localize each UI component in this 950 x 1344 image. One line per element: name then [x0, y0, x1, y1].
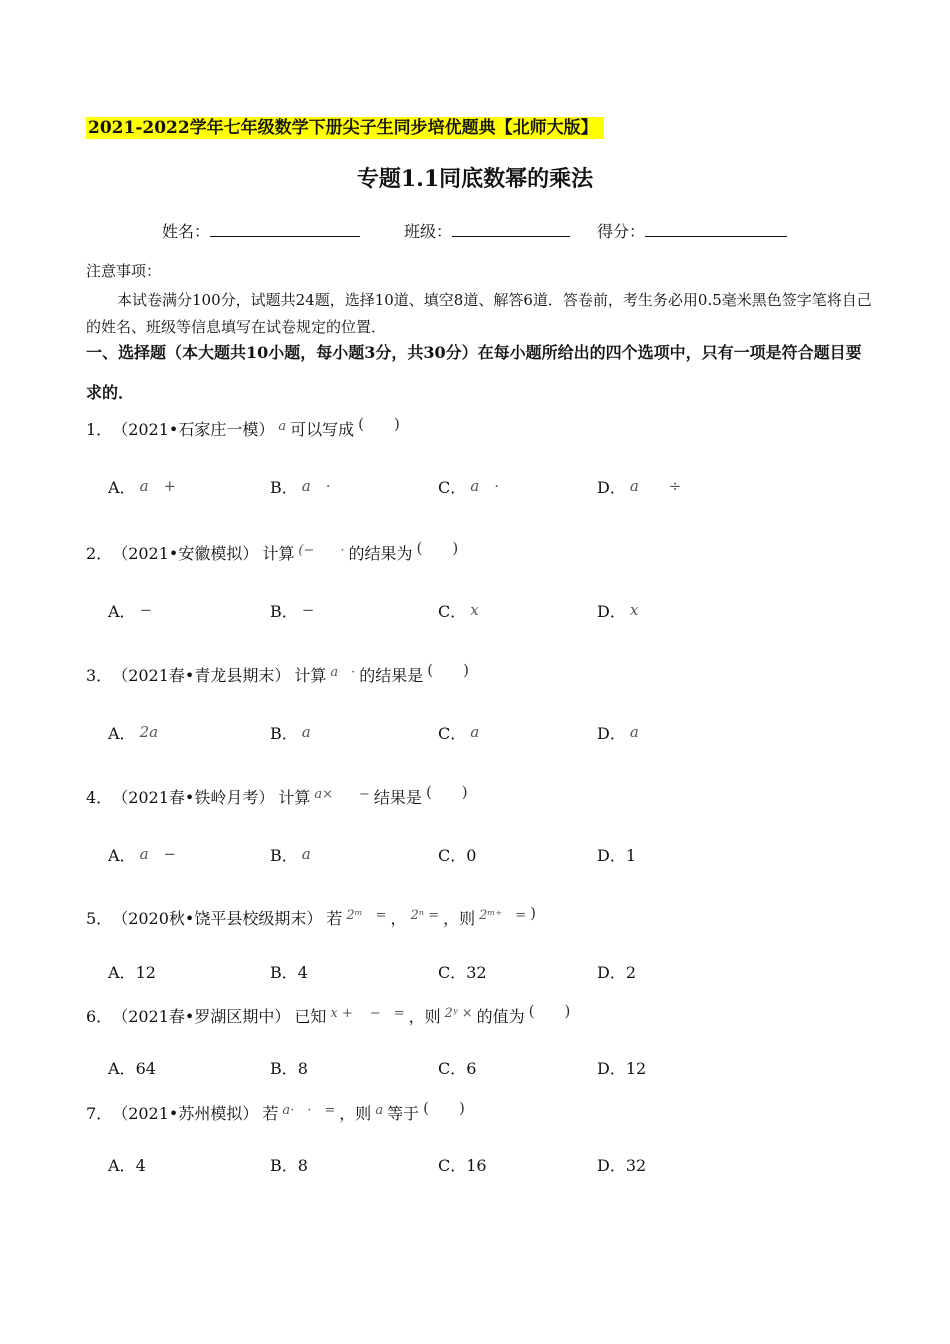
question-text: 若	[262, 1104, 279, 1123]
option-a[interactable]	[108, 721, 158, 744]
section-title: 一、选择题（本大题共10小题，每小题3分，共30分）在每小题所给出的四个选项中，只有一项是符合题目要求的．	[86, 343, 862, 402]
option-value: a −	[139, 845, 177, 863]
option-label: C．	[438, 963, 467, 982]
name-field[interactable]	[162, 219, 360, 242]
option-value: 6	[466, 1059, 477, 1078]
class-blank[interactable]	[452, 222, 570, 237]
option-value: 4	[135, 1156, 146, 1175]
option-value: 2a	[139, 723, 159, 741]
option-c[interactable]	[438, 843, 476, 866]
option-label: D．	[597, 1059, 626, 1078]
question-text: ，则	[339, 1104, 372, 1123]
option-value: a	[301, 723, 311, 741]
question-3	[86, 659, 469, 686]
question-number: 2．	[86, 544, 113, 563]
formula-fragment: a ·	[330, 665, 356, 680]
option-label: A．	[108, 724, 136, 743]
option-c[interactable]	[438, 475, 499, 498]
option-b[interactable]	[270, 843, 311, 866]
option-label: D．	[597, 724, 626, 743]
question-text: 计算	[278, 788, 311, 807]
answer-bracket: ( )	[425, 783, 468, 801]
option-value: 0	[466, 846, 477, 865]
question-text: 结果是	[373, 788, 422, 807]
option-label: C．	[438, 1156, 467, 1175]
option-label: B．	[270, 602, 298, 621]
option-d[interactable]	[597, 721, 639, 744]
question-text: 的值为	[476, 1007, 525, 1026]
notice-heading: 注意事项：	[86, 262, 162, 280]
option-label: B．	[270, 1156, 298, 1175]
option-label: C．	[438, 602, 467, 621]
option-label: B．	[270, 1059, 298, 1078]
name-blank[interactable]	[210, 222, 360, 237]
question-source: （2020秋•饶平县校级期末）	[120, 909, 323, 928]
question-text: ，则	[443, 909, 476, 928]
option-value: a +	[139, 477, 177, 495]
option-value: 1	[625, 846, 637, 865]
class-field[interactable]	[404, 219, 570, 242]
option-d[interactable]	[597, 960, 636, 983]
option-c[interactable]	[438, 1056, 476, 1079]
formula-fragment: (− ·	[298, 543, 345, 558]
page-title: 专题1.1同底数幂的乘法	[356, 166, 594, 192]
option-value: a	[301, 845, 311, 863]
option-d[interactable]	[597, 843, 636, 866]
option-d[interactable]	[597, 599, 638, 622]
formula-fragment: 2ᵐ =	[346, 908, 387, 923]
question-text: 已知	[294, 1007, 327, 1026]
option-d[interactable]	[597, 1153, 646, 1176]
option-value: 32	[625, 1156, 647, 1175]
option-b[interactable]	[270, 599, 314, 622]
score-blank[interactable]	[645, 222, 787, 237]
question-text: ，则	[408, 1007, 441, 1026]
name-label: 姓名：	[162, 222, 211, 241]
option-b[interactable]	[270, 1153, 308, 1176]
question-text: 若	[326, 909, 343, 928]
question-6	[86, 1000, 570, 1027]
option-label: A．	[108, 963, 136, 982]
option-value: −	[301, 601, 315, 619]
formula-fragment: a	[375, 1103, 384, 1118]
question-source: （2021春•青龙县期末）	[120, 666, 291, 685]
answer-bracket: ( )	[358, 415, 400, 433]
option-d[interactable]	[597, 1056, 646, 1079]
answer-bracket: ( )	[427, 661, 469, 679]
formula-fragment: x + − =	[330, 1006, 405, 1021]
question-text: 等于	[387, 1104, 420, 1123]
option-label: A．	[108, 1059, 136, 1078]
option-label: D．	[597, 846, 626, 865]
option-value: a ·	[301, 477, 331, 495]
option-label: C．	[438, 846, 467, 865]
option-c[interactable]	[438, 721, 479, 744]
option-a[interactable]	[108, 960, 156, 983]
option-value: a	[629, 723, 639, 741]
option-value: 16	[466, 1156, 487, 1175]
option-value: a ÷	[629, 477, 682, 495]
question-source: （2021春•罗湖区期中）	[120, 1007, 291, 1026]
answer-bracket: ( )	[423, 1099, 465, 1117]
option-value: 12	[625, 1059, 647, 1078]
option-label: A．	[108, 1156, 136, 1175]
option-value: 12	[135, 963, 156, 982]
question-text: 的结果为	[348, 544, 413, 563]
answer-bracket: ( )	[528, 1002, 571, 1020]
formula-fragment: 2ⁿ =	[410, 908, 440, 923]
option-c[interactable]	[438, 599, 479, 622]
option-label: A．	[108, 478, 136, 497]
option-label: D．	[597, 478, 626, 497]
option-label: C．	[438, 478, 467, 497]
option-label: B．	[270, 724, 298, 743]
question-source: （2021•石家庄一模）	[120, 420, 275, 439]
question-number: 5．	[86, 909, 113, 928]
option-a[interactable]	[108, 475, 176, 498]
question-7	[86, 1097, 465, 1124]
option-c[interactable]	[438, 960, 487, 983]
question-4	[86, 781, 468, 808]
question-number: 1．	[86, 420, 113, 439]
option-label: D．	[597, 602, 626, 621]
option-b[interactable]	[270, 1056, 308, 1079]
notice-body: 本试卷满分100分，试题共24题，选择10道、填空8道、解答6道．答卷前，考生务必用0.5毫米黑色签字笔将自己的姓名、班级等信息填写在试卷规定的位置．	[86, 291, 872, 336]
option-label: C．	[438, 724, 467, 743]
option-a[interactable]	[108, 599, 152, 622]
option-value: x	[629, 601, 639, 619]
question-text: 计算	[262, 544, 295, 563]
formula-fragment: a· · =	[282, 1103, 336, 1118]
option-a[interactable]	[108, 843, 176, 866]
option-label: A．	[108, 602, 136, 621]
question-source: （2021春•铁岭月考）	[120, 788, 275, 807]
question-text: 可以写成	[290, 420, 355, 439]
question-number: 6．	[86, 1007, 113, 1026]
header-tag: 2021-2022学年七年级数学下册尖子生同步培优题典【北师大版】	[86, 117, 604, 139]
question-text: 的结果是	[359, 666, 424, 685]
question-text: ，	[390, 909, 407, 928]
option-value: x	[470, 601, 479, 619]
option-b[interactable]	[270, 960, 308, 983]
formula-fragment: 2ʸ ×	[444, 1006, 473, 1021]
formula-fragment: a	[278, 419, 287, 434]
option-value: a	[470, 723, 480, 741]
option-d[interactable]	[597, 475, 681, 498]
question-source: （2021•安徽模拟）	[120, 544, 259, 563]
question-number: 4．	[86, 788, 113, 807]
question-number: 3．	[86, 666, 113, 685]
option-label: B．	[270, 478, 298, 497]
question-source: （2021•苏州模拟）	[120, 1104, 259, 1123]
question-1	[86, 413, 400, 440]
answer-bracket: ( )	[416, 539, 459, 557]
option-a[interactable]	[108, 1153, 146, 1176]
score-label: 得分：	[597, 222, 646, 241]
option-value: 8	[297, 1059, 308, 1078]
option-value: 64	[135, 1059, 156, 1078]
option-label: D．	[597, 963, 626, 982]
class-label: 班级：	[404, 222, 453, 241]
option-value: 4	[297, 963, 308, 982]
formula-fragment: a× −	[314, 787, 370, 802]
option-c[interactable]	[438, 1153, 487, 1176]
question-2	[86, 537, 458, 564]
formula-fragment: 2ᵐ⁺ =	[479, 908, 527, 923]
answer-bracket: )	[530, 904, 536, 922]
score-field[interactable]	[597, 219, 787, 242]
option-value: 2	[625, 963, 637, 982]
option-value: 8	[297, 1156, 308, 1175]
option-value: a ·	[470, 477, 499, 495]
option-label: B．	[270, 846, 298, 865]
option-b[interactable]	[270, 475, 330, 498]
question-5	[86, 904, 536, 929]
option-value: 32	[466, 963, 487, 982]
option-label: C．	[438, 1059, 467, 1078]
option-label: D．	[597, 1156, 626, 1175]
question-number: 7．	[86, 1104, 113, 1123]
option-a[interactable]	[108, 1056, 156, 1079]
option-value: −	[139, 601, 153, 619]
option-label: B．	[270, 963, 298, 982]
option-b[interactable]	[270, 721, 311, 744]
option-label: A．	[108, 846, 136, 865]
question-text: 计算	[294, 666, 327, 685]
